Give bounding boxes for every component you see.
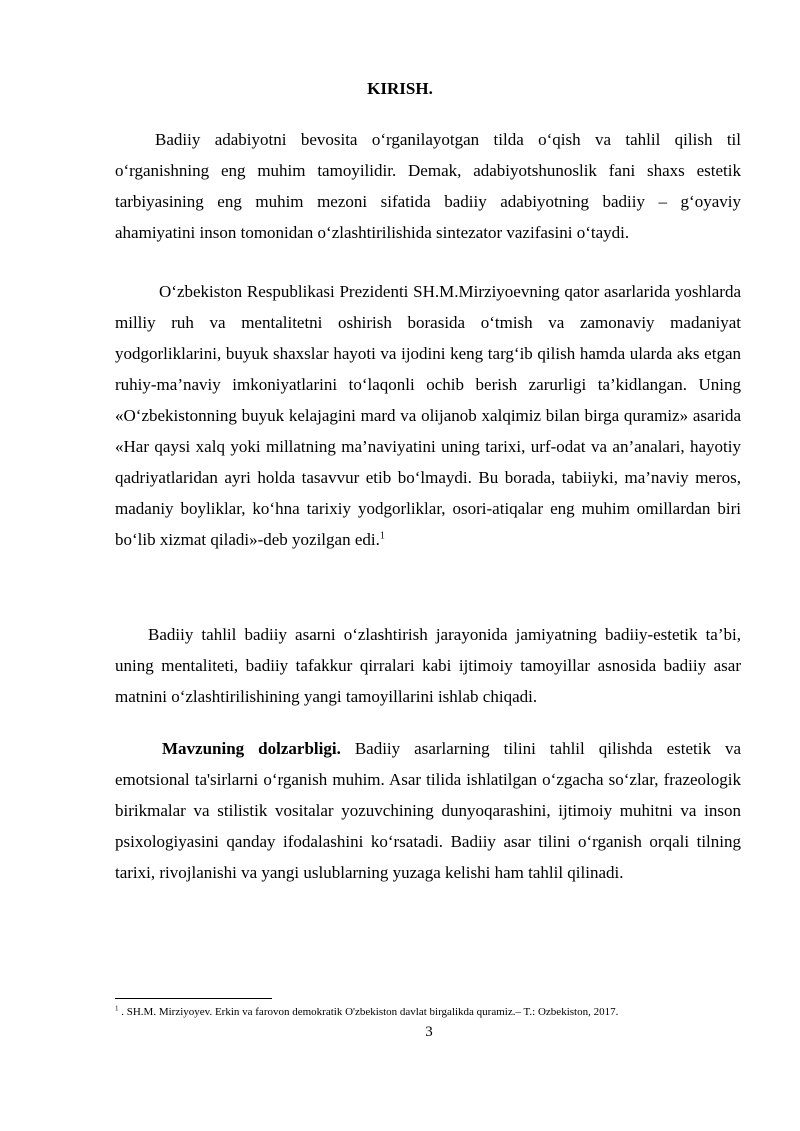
relevance-heading: Mavzuning dolzarbligi. [162, 739, 341, 758]
footnote-marker: 1 [115, 1004, 119, 1013]
paragraph-president-quote-text: O‘zbekiston Respublikasi Prezidenti SH.M.Mirziyoevning qator asarlarida yoshlarda milliy ruh va mentalitetni oshirish borasida o‘tmish va zamonaviy madaniyat yodgorliklarini, buyuk shaxslar hayoti va ijodini keng targ‘ib qilish hamda ularda aks etgan ruhiy-ma’naviy imkoniyatlarini to‘laqonli ochib berish zarurligi ta’kidlangan. Uning «O‘zbekistonning buyuk kelajagini mard va olijanob xalqimiz bilan birga quramiz» asarida «Har qaysi xalq yoki millatning ma’naviyatini uning tarixi, urf-odat va an’analari, hayotiy qadriyatlaridan ayri holda tasavvur etib bo‘lmaydi. Bu borada, tabiiyki, ma’naviy meros, madaniy boyliklar, ko‘hna tarixiy yodgorliklar, osori-atiqalar eng muhim omillardan biri bo‘lib xizmat qiladi»-deb yozilgan edi. [115, 282, 741, 549]
footnote [115, 1005, 755, 1019]
paragraph-introduction: Badiiy adabiyotni bevosita o‘rganilayotgan tilda o‘qish va tahlil qilish til o‘rganishning eng muhim tamoyilidir. Demak, adabiyotshunoslik fani shaxs estetik tarbiyasining eng muhim mezoni sifatida badiiy adabiyotning badiiy – g‘oyaviy ahamiyatini inson tomonidan o‘zlashtirilishida sintezator vazifasini o‘taydi. [115, 130, 741, 242]
relevance-text: Badiiy asarlarning tilini tahlil qilishda estetik va emotsional ta'sirlarni o‘rganish muhim. Asar tilida ishlatilgan o‘zgacha so‘zlar, frazeologik birikmalar va stilistik vositalar yozuvchining dunyoqarashini, ijtimoiy muhitni va inson psixologiyasini qanday ifodalashini ko‘rsatadi. Badiiy asar tilini o‘rganish orqali tilning tarixi, rivojlanishi va yangi uslublarning yuzaga kelishi ham tahlil qilinadi. [115, 739, 741, 882]
footnote-reference: 1 [379, 530, 385, 542]
paragraph-relevance [115, 733, 741, 888]
paragraph-artistic-analysis: Badiiy tahlil badiiy asarni o‘zlashtirish jarayonida jamiyatning badiiy-estetik ta’bi, uning mentaliteti, badiiy tafakkur qirralari kabi ijtimoiy tamoyillar asnosida badiiy asar matnini o‘zlashtirilishining yangi tamoyillarini ishlab chiqadi. [115, 625, 741, 706]
paragraph-president-quote [115, 276, 741, 555]
footnote-text: . SH.M. Mirziyoyev. Erkin va farovon demokratik O'zbekiston davlat birgalikda quramiz.– T.: Ozbekiston, 2017. [118, 1006, 619, 1018]
footnote-separator [115, 998, 272, 999]
page-number: 3 [425, 1024, 433, 1040]
page-title: KIRISH. [367, 79, 433, 98]
